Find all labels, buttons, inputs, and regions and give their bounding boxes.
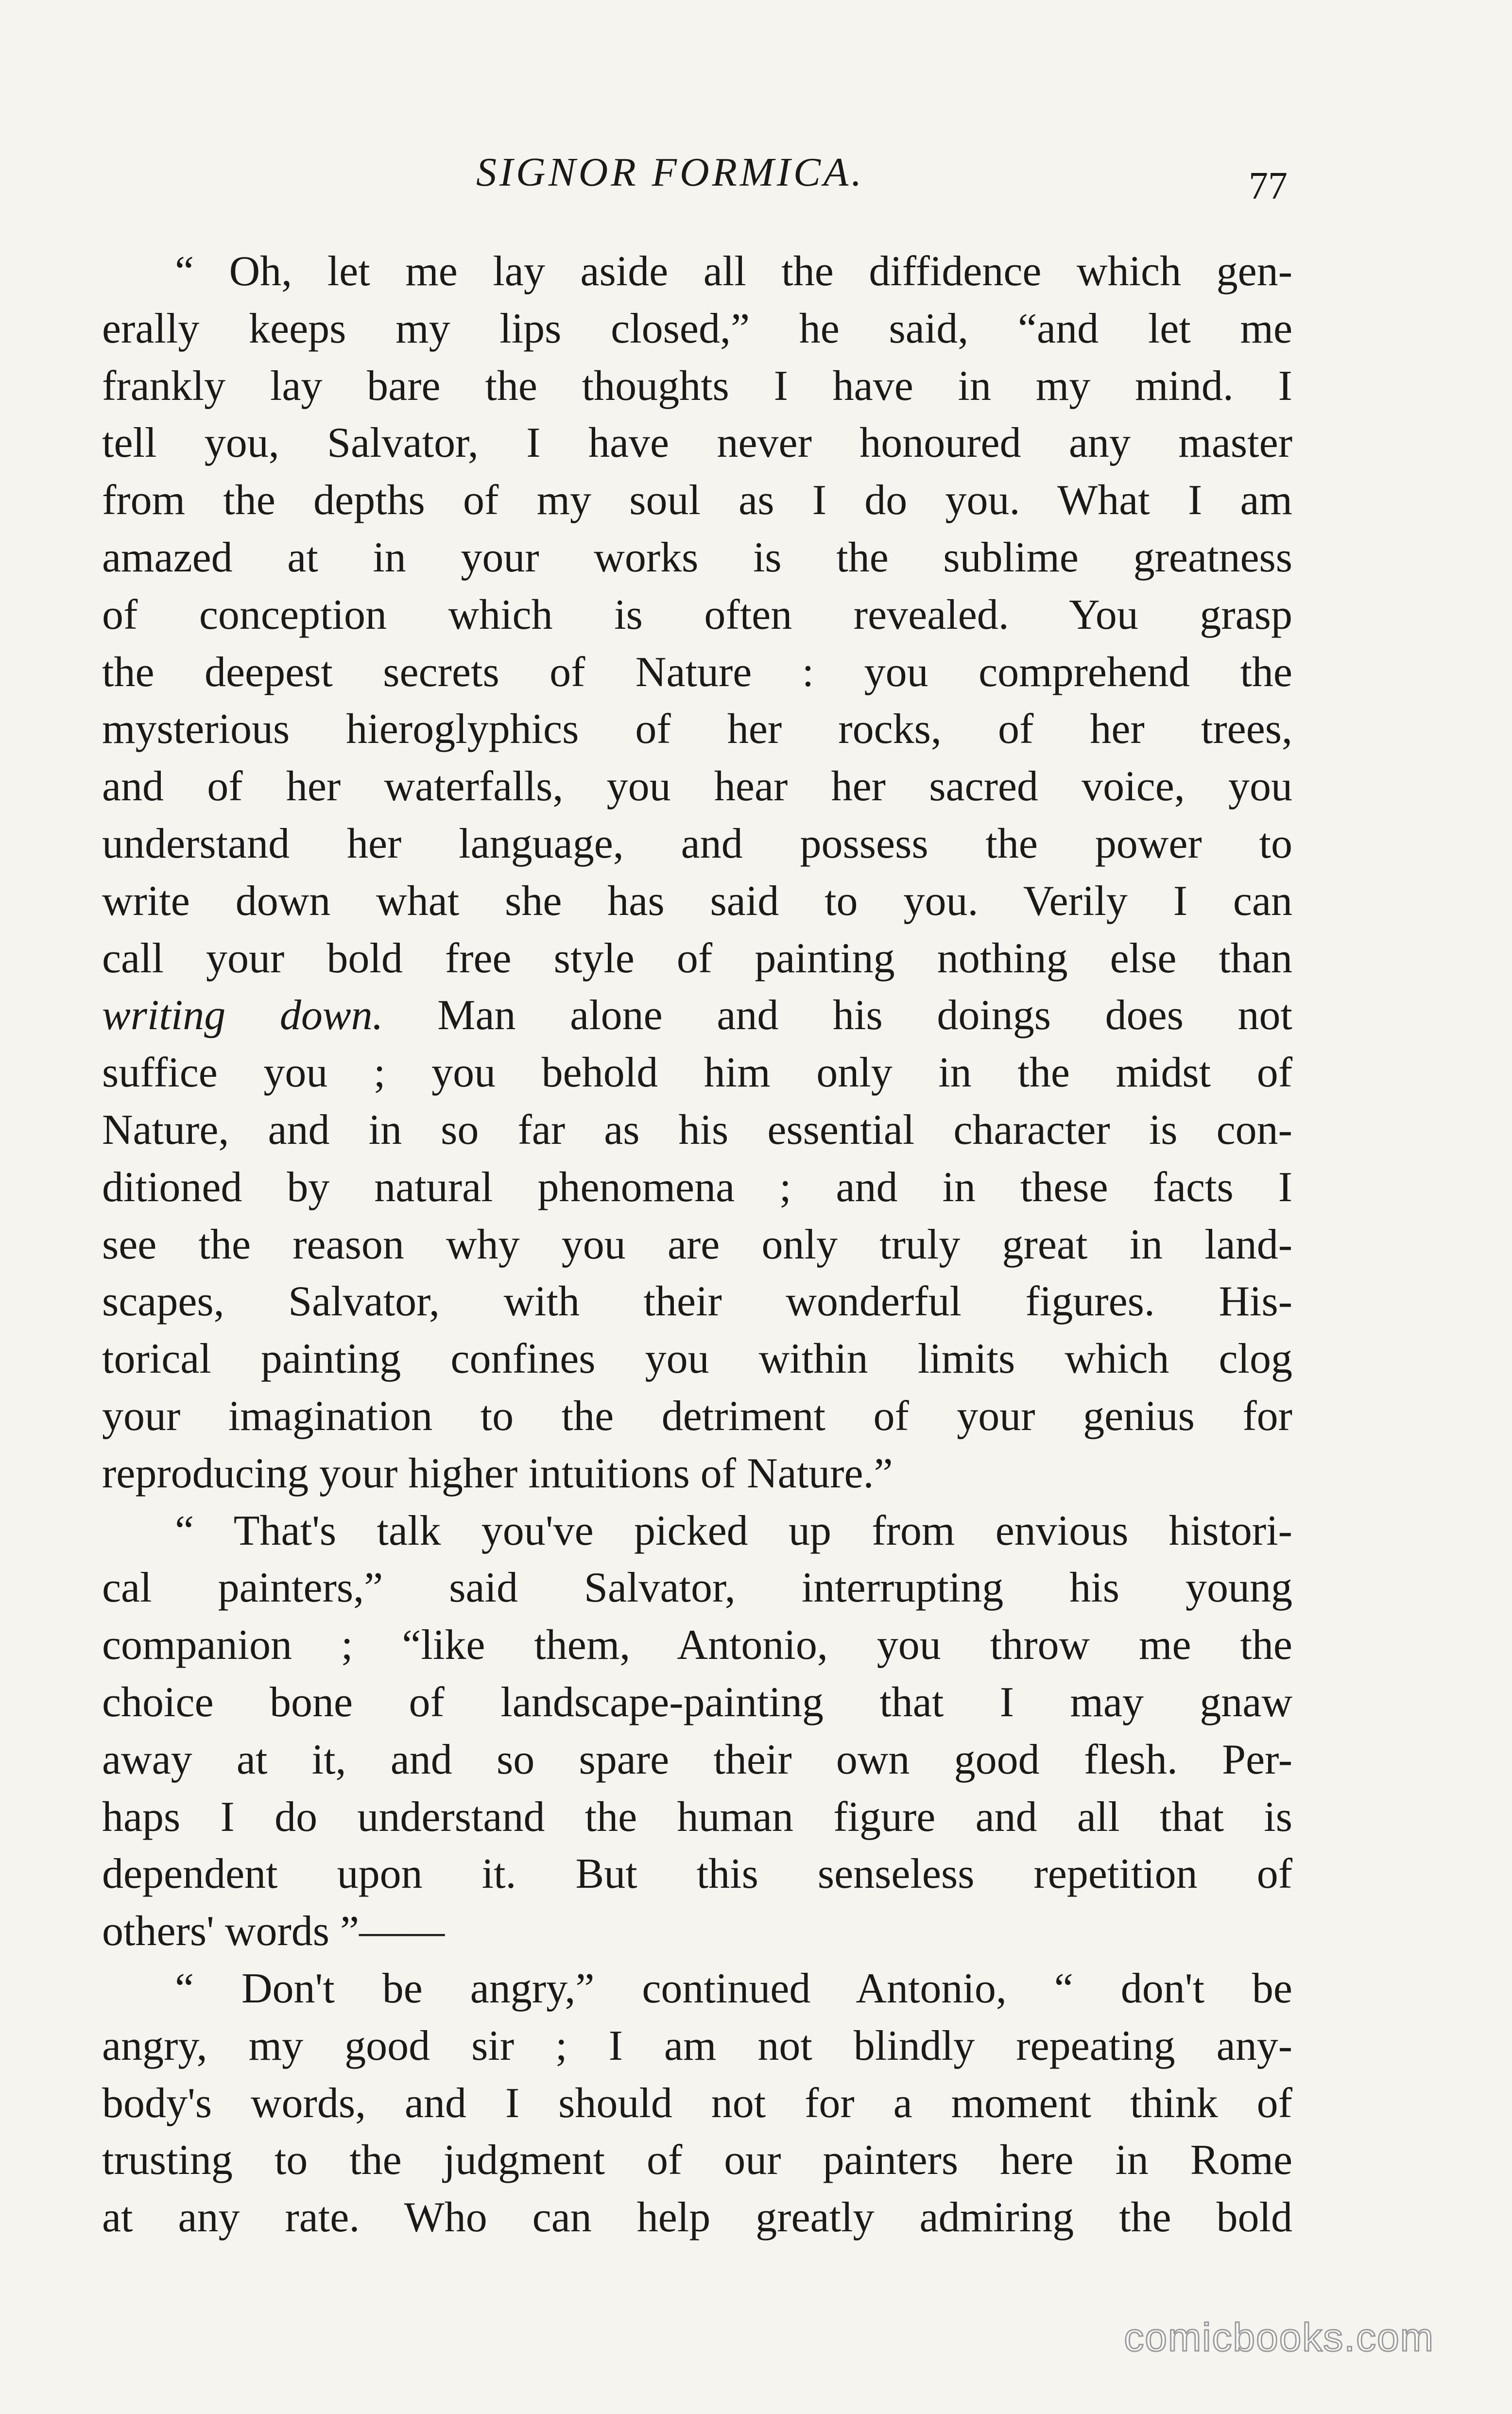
text-line: cal painters,” said Salvator, interrupting his young <box>102 1564 1292 1612</box>
text-line: of conception which is often revealed. You grasp <box>102 591 1292 638</box>
text-line: angry, my good sir ; I am not blindly repeating any- <box>102 2022 1292 2069</box>
text-line: mysterious hieroglyphics of her rocks, of her trees, <box>102 706 1292 753</box>
text-line: ditioned by natural phenomena ; and in these facts I <box>102 1163 1292 1211</box>
text-line-rest: Man alone and his doings does not <box>383 992 1293 1039</box>
text-line: suffice you ; you behold him only in the midst of <box>102 1049 1292 1097</box>
text-line: scapes, Salvator, with their wonderful figures. His- <box>102 1278 1292 1326</box>
text-line: haps I do understand the human figure and all that is <box>102 1793 1292 1841</box>
text-line: see the reason why you are only truly great in land- <box>102 1221 1292 1268</box>
text-line: and of her waterfalls, you hear her sacred voice, you <box>102 763 1292 810</box>
running-title: SIGNOR FORMICA. <box>476 150 865 195</box>
text-line <box>102 987 1292 1044</box>
text-line: understand her language, and possess the power to <box>102 820 1292 867</box>
text-line: amazed at in your works is the sublime greatness <box>102 534 1292 581</box>
text-line: torical painting confines you within limits which clog <box>102 1335 1292 1383</box>
running-head <box>0 146 1512 207</box>
text-line: erally keeps my lips closed,” he said, “and let me <box>102 305 1292 352</box>
text-line: tell you, Salvator, I have never honoured any master <box>102 419 1292 467</box>
page-number: 77 <box>1249 165 1288 207</box>
text-line: away at it, and so spare their own good flesh. Per- <box>102 1736 1292 1783</box>
text-line: from the depths of my soul as I do you. What I am <box>102 477 1292 524</box>
text-line: at any rate. Who can help greatly admiring the bold <box>102 2194 1292 2242</box>
text-line: frankly lay bare the thoughts I have in my mind. I <box>102 362 1292 410</box>
text-line: the deepest secrets of Nature : you comprehend the <box>102 648 1292 696</box>
text-line: others' words ”—— <box>102 1908 445 1955</box>
text-line: choice bone of landscape-painting that I may gnaw <box>102 1678 1292 1726</box>
text-line: Nature, and in so far as his essential character is con- <box>102 1106 1292 1154</box>
body-text <box>102 243 1292 2246</box>
text-line: “ That's talk you've picked up from envious histori- <box>175 1507 1292 1554</box>
text-line: “ Don't be angry,” continued Antonio, “ don't be <box>175 1965 1292 2012</box>
text-line: companion ; “like them, Antonio, you throw me the <box>102 1621 1292 1669</box>
text-line: reproducing your higher intuitions of Nature.” <box>102 1449 893 1497</box>
italic-phrase: writing down. <box>102 992 383 1039</box>
text-line: trusting to the judgment of our painters here in Rome <box>102 2137 1292 2184</box>
text-line: your imagination to the detriment of your genius for <box>102 1392 1292 1440</box>
watermark: comicbooks.com <box>1124 2315 1434 2360</box>
text-line: dependent upon it. But this senseless repetition of <box>102 1850 1292 1898</box>
text-line: “ Oh, let me lay aside all the diffidence which gen- <box>175 248 1292 295</box>
text-line: write down what she has said to you. Verily I can <box>102 877 1292 925</box>
text-line: body's words, and I should not for a moment think of <box>102 2079 1292 2127</box>
text-line: call your bold free style of painting nothing else than <box>102 934 1292 982</box>
